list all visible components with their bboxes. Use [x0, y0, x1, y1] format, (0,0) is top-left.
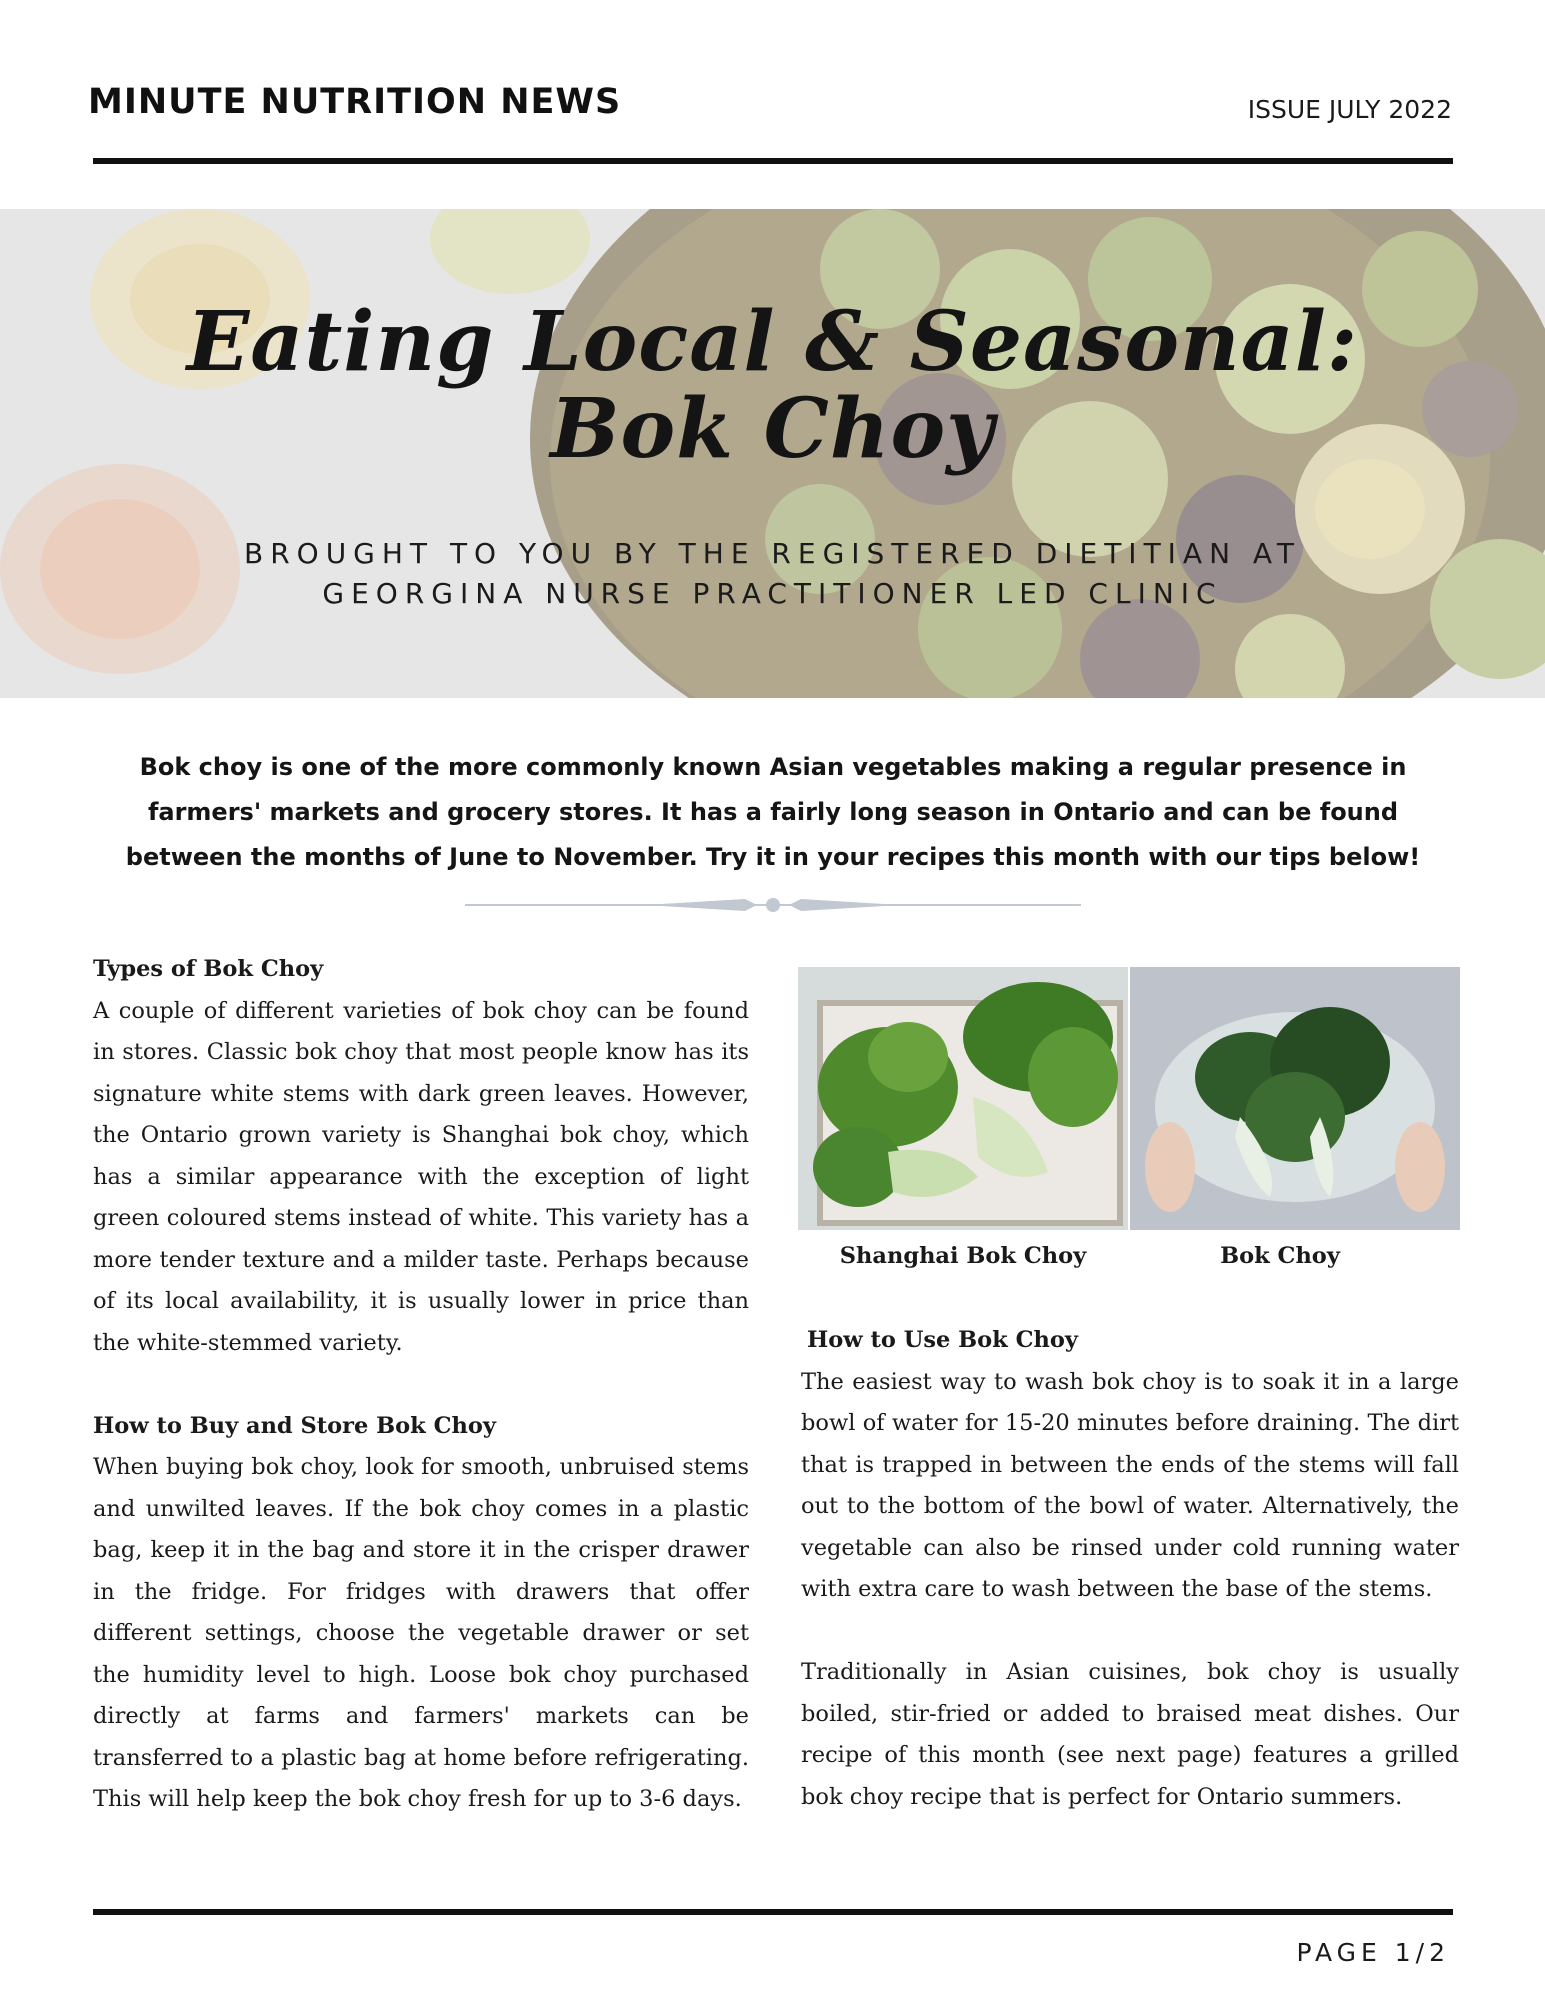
headline-line-1: Eating Local & Seasonal:: [186, 294, 1359, 390]
left-column: [93, 949, 749, 1821]
page-number: PAGE 1/2: [1296, 1938, 1450, 1967]
bok-choy-photo: [1130, 967, 1460, 1230]
right-column: [801, 1320, 1459, 1818]
use-body-1: The easiest way to wash bok choy is to soak it in a large bowl of water for 15-20 minutes before draining. The dirt that is trapped in between the ends of the stems will fall out to the bottom of the bowl of water. Alternatively, the vegetable can also be rinsed under cold running water with extra care to wash between the base of the stems.: [801, 1368, 1459, 1602]
use-body-2: Traditionally in Asian cuisines, bok choy is usually boiled, stir-fried or added to braised meat dishes. Our recipe of this month (see next page) features a grilled bok choy recipe that is perfect for Ontario summers.: [801, 1659, 1459, 1810]
ornamental-divider: [465, 893, 1081, 917]
buy-store-heading: How to Buy and Store Bok Choy: [93, 1412, 496, 1439]
use-heading: How to Use Bok Choy: [807, 1327, 1078, 1353]
byline-line-1: BROUGHT TO YOU BY THE REGISTERED DIETITIAN AT: [243, 537, 1302, 570]
issue-date: ISSUE JULY 2022: [1247, 95, 1452, 124]
headline-line-2: Bok Choy: [550, 381, 995, 477]
newsletter-title: MINUTE NUTRITION NEWS: [88, 82, 622, 122]
shanghai-bok-choy-photo: [798, 967, 1128, 1230]
header-rule: [93, 158, 1453, 164]
byline-line-2: GEORGINA NURSE PRACTITIONER LED CLINIC: [322, 577, 1223, 610]
intro-paragraph: Bok choy is one of the more commonly known Asian vegetables making a regular presence in farmers' markets and grocery stores. It has a fairly long season in Ontario and can be found between the months of June to November. Try it in your recipes this month with our tips below!: [125, 753, 1421, 871]
shanghai-bok-choy-caption: Shanghai Bok Choy: [839, 1243, 1087, 1269]
types-body: A couple of different varieties of bok choy can be found in stores. Classic bok choy that most people know has its signature white stems with dark green leaves. However, the Ontario grown variety is Shanghai bok choy, which has a similar appearance with the exception of light green coloured stems instead of white. This variety has a more tender texture and a milder taste. Perhaps because of its local availability, it is usually lower in price than the white-stemmed variety.: [93, 997, 749, 1356]
types-heading: Types of Bok Choy: [93, 956, 324, 982]
footer-rule: [93, 1909, 1453, 1915]
hero-banner: [0, 209, 1545, 698]
bok-choy-caption: Bok Choy: [1220, 1243, 1340, 1269]
buy-store-body: When buying bok choy, look for smooth, unbruised stems and unwilted leaves. If the bok choy comes in a plastic bag, keep it in the bag and store it in the crisper drawer in the fridge. For fridges with drawers that offer different settings, choose the vegetable drawer or set the humidity level to high. Loose bok choy purchased directly at farms and farmers' markets can be transferred to a plastic bag at home before refrigerating. This will help keep the bok choy fresh for up to 3-6 days.: [93, 1454, 749, 1812]
